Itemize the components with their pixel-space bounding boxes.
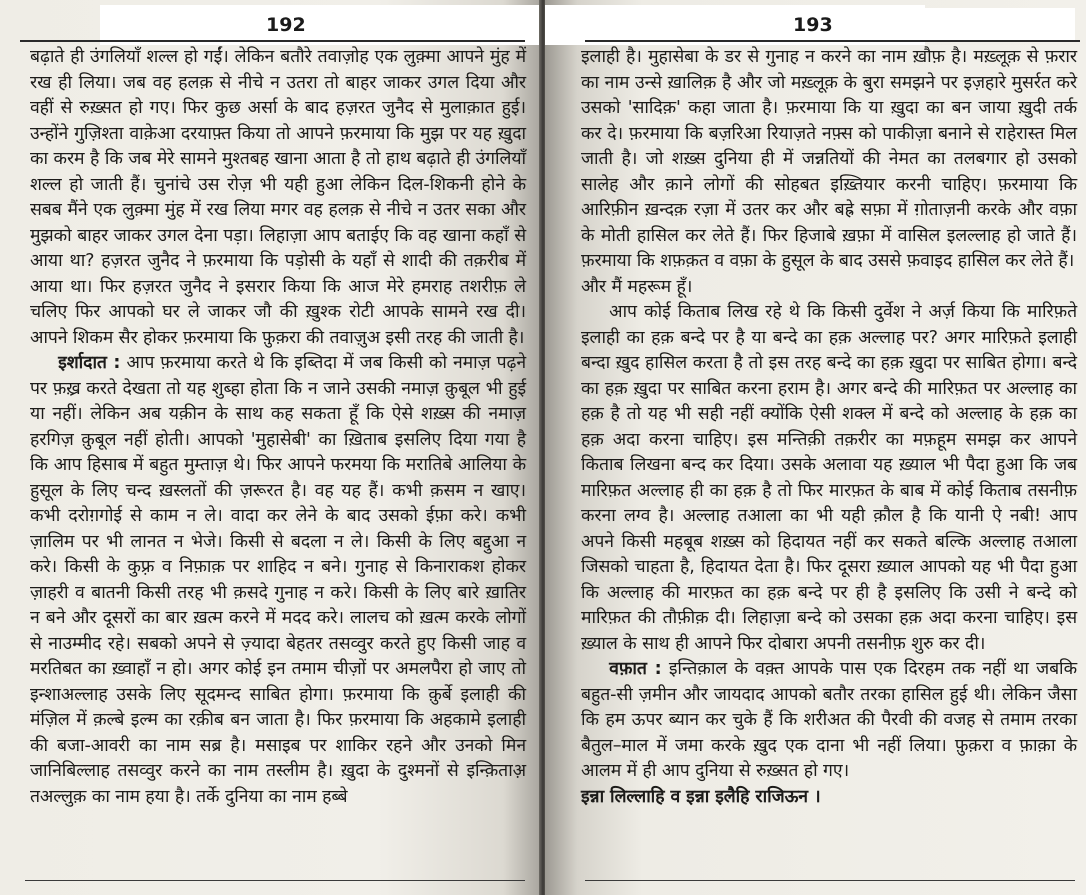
paragraph-text: इन्तिक़ाल के वक़्त आपके पास एक दिरहम तक नहीं था जबकि बहुत-सी ज़मीन और जायदाद आपको बतौर तरका हासिल हुई थी। लेकिन जैसा कि हम ऊपर ब्यान कर चुके हैं कि शरीअत की पैरवी की वजह से तमाम तरका बैतुल–माल में जमा करके ख़ुद एक दाना भी नहीं लिया। फ़ुक़रा व फ़ाक़ा के आलम में ही आप दुनिया से रुख़्सत हो गए। <box>581 659 1078 781</box>
redaction-box <box>915 8 1075 40</box>
header-rule <box>585 40 1080 42</box>
page-text <box>30 45 526 810</box>
paragraph: आप कोई किताब लिख रहे थे कि किसी दुर्वेश ने अर्ज़ किया कि मारिफ़ते इलाही का हक़ बन्दे पर है या बन्दे का हक़ अल्लाह पर? अगर मारिफ़ते इलाही बन्दा ख़ुद हासिल करता है तो इस तरह बन्दे का हक़ ख़ुदा पर साबित होगा। बन्दे का हक़ ख़ुदा पर साबित करना हराम है। अगर बन्दे की मारिफ़त पर अल्लाह का हक़ है तो यह भी सही नहीं क्योंकि ऐसी शक्ल में बन्दे को अल्लाह के हक़ का हक़ अदा करना चाहिए। इस मन्तिक़ी तक़रीर का मफ़हूम समझ कर आपने किताब लिखना बन्द कर दिया। उसके अलावा यह ख़्याल भी पैदा हुआ कि जब मारिफ़त अल्लाह ही का हक़ है तो फिर मारफ़त के बाब में कोई किताब तसनीफ़ करना लग्व है। अल्लाह तआला का भी यही क़ौल है कि यानी ऐ नबी! आप अपने किसी महबूब शख़्स को हिदायत नहीं कर सकते बल्कि अल्लाह तआला जिसको चाहता है, हिदायत देता है। फिर दूसरा ख़्याल आपको यह भी पैदा हुआ कि अल्लाह की मारफ़त का हक़ बन्दे पर ही है इसलिए कि उसी ने बन्दे को मारिफ़त की तौफ़ीक़ दी। लिहाज़ा बन्दे को उसका हक़ अदा करना चाहिए। इस ख़्याल के साथ ही आपने फिर दोबारा अपनी तसनीफ़ शुरु कर दी। <box>581 302 1077 654</box>
right-page <box>545 0 1086 895</box>
page-text <box>581 45 1077 810</box>
redaction-box <box>310 8 540 40</box>
paragraph-text: आप फ़रमाया करते थे कि इब्तिदा में जब किसी को नमाज़ पढ़ने पर फ़ख़्र करते देखता तो यह शुब्हा होता कि न जाने उसकी नमाज़ क़ुबूल भी हुई या नहीं। लेकिन अब यक़ीन के साथ कह सकता हूँ कि ऐसे शख़्स की नमाज़ हरगिज़ क़ुबूल नहीं होती। आपको 'मुहासेबी' का ख़िताब इसलिए दिया गया है कि आप हिसाब में बहुत मुम्ताज़ थे। फिर आपने फरमया कि मरातिबे आलिया के हुसूल के लिए चन्द ख़स्लतों की ज़रूरत है। वह यह हैं। कभी क़सम न खाए। कभी दरोग़गोई से काम न ले। वादा कर लेने के बाद उसको ईफ़ा करे। कभी ज़ालिम पर भी लानत न भेजे। किसी से बदला न ले। किसी के लिए बद्दुआ न करे। किसी के कुफ़्र व निफ़ाक़ पर शाहिद न बने। गुनाह से किनाराकश होकर ज़ाहरी व बातनी किसी तरह भी क़सदे गुनाह न करे। किसी के लिए बारे ख़ातिर न बने और दूसरों का बार ख़त्म करने में मदद करे। लालच को ख़त्म करके लोगों से नाउम्मीद रहे। सबको अपने से ज़्यादा बेहतर तसव्वुर करते हुए किसी जाह व मरतिबत का ख़्वाहाँ न हो। अगर कोई इन तमाम चीज़ों पर अमलपैरा हो जाए तो इन्शाअल्लाह उसके लिए सूदमन्द साबित होगा। फ़रमाया कि क़ुर्बे इलाही की मंज़िल में क़ल्बे इल्म का रक़ीब बन जाता है। फिर फ़रमाया कि अहकामे इलाही की बजा-आवरी का नाम सब्र है। मसाइब पर शाकिर रहने और उनको मिन जानिबिल्लाह तसव्वुर करने का नाम तस्लीम है। ख़ुदा के दुश्मनों से इन्क़िताअ़ तअल्लुक़ का नाम हया है। तर्के दुनिया का नाम हब्बे <box>30 353 526 807</box>
paragraph <box>30 351 526 810</box>
paragraph: बढ़ाते ही उंगलियाँ शल्ल हो गईं। लेकिन बतौरे तवाज़ोह एक लुक़्मा आपने मुंह में रख ही लिया। जब वह हलक़ से नीचे न उतरा तो बाहर जाकर उगल दिया और वहीं से रुख़्सत हो गए। फिर कुछ अर्सा के बाद हज़रत जुनैद से मुलाक़ात हुई। उन्होंने गुज़िश्ता वाक़ेआ दरयाफ़्त किया तो आपने फ़रमाया कि मुझ पर यह ख़ुदा का करम है कि जब मेरे सामने मुश्तबह खाना आता है तो हाथ बढ़ाते ही उंगलियाँ शल्ल हो जाती हैं। चुनांचे उस रोज़ भी यही हुआ लेकिन दिल-शिकनी होने के सबब मैंने एक लुक़्मा मुंह में रख लिया मगर वह हलक़ से नीचे न उतर सका और मुझको बाहर जाकर उगल देना पड़ा। लिहाज़ा आप बताईए कि वह खाना कहाँ से आया था? हज़रत जुनैद ने फ़रमाया कि पड़ोसी के यहाँ से शादी की तक़रीब में आया था। फिर हज़रत जुनैद ने इसरार किया कि आज मेरे हमराह तशरीफ़ ले चलिए फिर आपको घर ले जाकर जौ की ख़ुश्क रोटी आपके सामने रख दी। आपने शिकम सैर होकर फ़रमाया कि फ़ुक़रा की तवाज़ुअ इसी तरह की जाती है। <box>30 47 526 348</box>
paragraph: और मैं महरूम हूँ। <box>581 276 693 297</box>
left-page <box>0 0 541 895</box>
header-band <box>545 5 925 45</box>
paragraph: इलाही है। मुहासेबा के डर से गुनाह न करने का नाम ख़ौफ़ है। मख़्लूक़ से फ़रार का नाम उन्से ख़ालिक़ है और जो मख़्लूक़ के बुरा समझने पर इज़हारे मुसर्रत करे उसको 'सादिक़' कहा जाता है। फ़रमाया कि या ख़ुदा का बन जाया ख़ुदी तर्क कर दे। फ़रमाया कि बज़रिआ रियाज़ते नफ़्स को पाकीज़ा बनाने से राहेरास्त मिल जाती है। जो शख़्स दुनिया ही में जन्नतियों की नेमत का तलबगार हो उसको सालेह और क़ाने लोगों की सोहबत इख़्तियार करनी चाहिए। फ़रमाया कि आरिफ़ीन ख़न्दक़ रज़ा में उतर कर और बह्रे सफ़ा में ग़ोताज़नी करके और वफ़ा के मोती हासिल कर लेते हैं। फिर हिजाबे ख़फ़ा में वासिल इलल्लाह हो जाते हैं। फ़रमाया कि शफ़क़त व वफ़ा के हुसूल के बाद उससे फ़वाइद हासिल कर लेते हैं। <box>581 47 1077 271</box>
page-number: 192 <box>266 14 306 36</box>
closing-line: इन्ना लिल्लाहि व इन्ना इलैहि राजिऊन । <box>581 786 821 807</box>
page-number: 193 <box>793 14 833 36</box>
section-label: इर्शादात : <box>58 353 121 373</box>
paragraph <box>581 657 1077 785</box>
footer-rule <box>25 880 525 881</box>
header-rule <box>20 40 525 42</box>
footer-rule <box>585 880 1075 881</box>
section-label: वफ़ात : <box>609 659 662 679</box>
